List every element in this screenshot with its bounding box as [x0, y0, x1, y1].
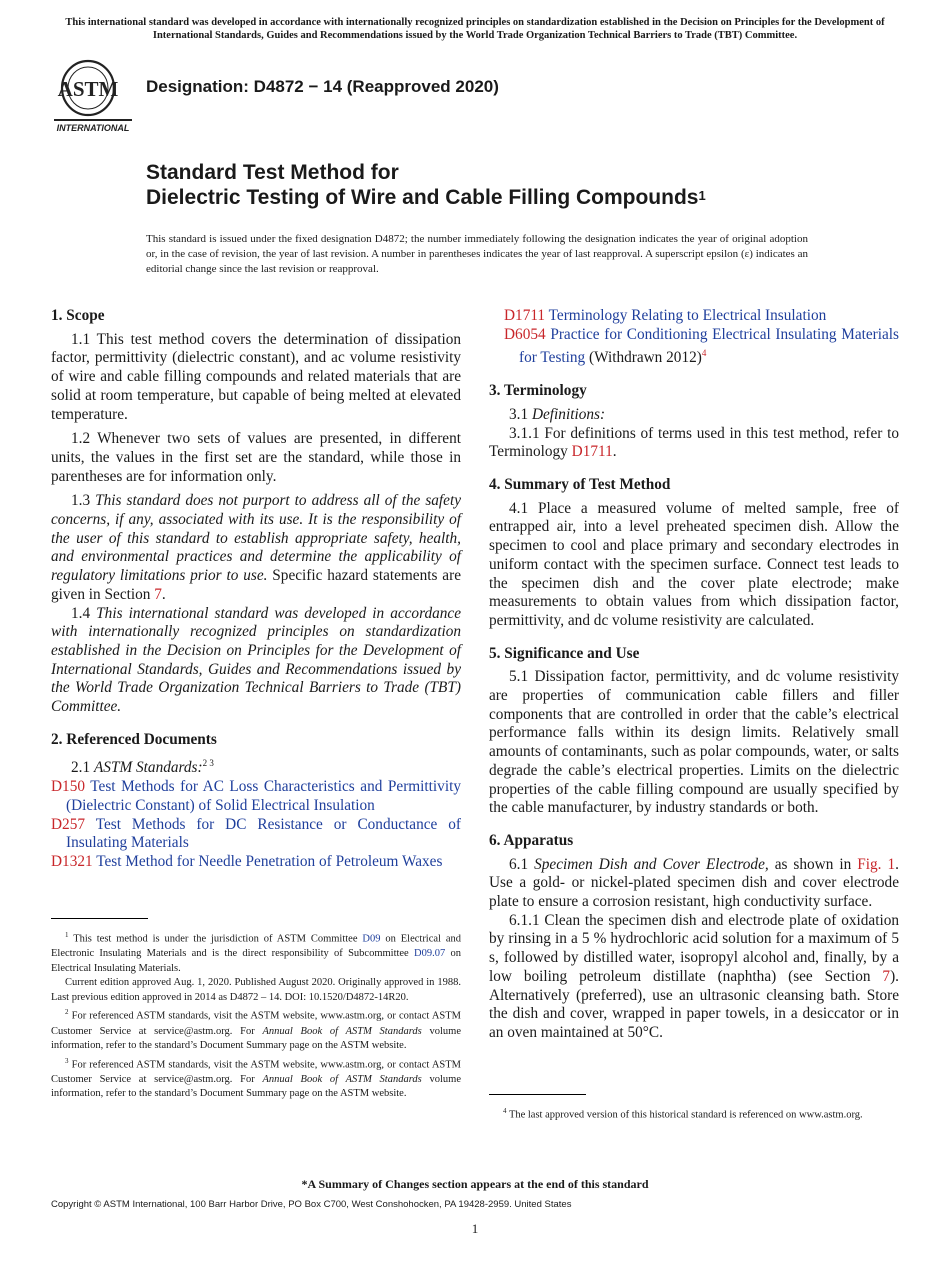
ref-item-d150[interactable]: D150 Test Methods for AC Loss Characteristics and Permittivity (Dielectric Constant) of Solid Electrical Insulation: [51, 778, 461, 814]
para-3-1-1: 3.1.1 For definitions of terms used in this test method, refer to Terminology D1711.: [489, 424, 899, 461]
footnote-1: $^1$ This test method is under the jurisdiction of ASTM Committee D09 on Electrical and Electronic Insulating Materials and is the direct responsibility of Subcommittee D09.07 on Electrical Insulating Materials.: [51, 931, 462, 974]
copyright: Copyright © ASTM International, 100 Barr Harbor Drive, PO Box C700, West Conshohocken, PA 19428-2959. United States: [51, 1199, 572, 1210]
ref-item-d1711[interactable]: D1711 Terminology Relating to Electrical Insulation: [504, 307, 827, 324]
section-heading-significance: 5. Significance and Use: [489, 644, 640, 662]
section-heading-scope: 1. Scope: [51, 307, 105, 324]
para-1-2: 1.2 Whenever two sets of values are presented, in different units, the values in the first set are the standard, while those in parentheses are for information only.: [51, 430, 461, 485]
ref-item-d1321[interactable]: D1321 Test Method for Needle Penetration of Petroleum Waxes: [51, 853, 443, 871]
para-6-1: 6.1 Specimen Dish and Cover Electrode, as shown in Fig. 1. Use a gold- or nickel-plated specimen dish and cover electrode plate to ensure a corrosion resistant, high conductivity surface.: [489, 855, 899, 911]
ref-item-d6054[interactable]: D6054 Practice for Conditioning Electrical Insulating Materials for Testing (Withdrawn 2012)$^4$: [504, 325, 899, 367]
para-5-1: 5.1 Dissipation factor, permittivity, and dc volume resistivity are properties of communication cable fillers and filler components that are controlled in order that the cable’s electrical performance falls within its design limits. Relatively small amounts of contaminants, such as polar compounds, water, or salts degrade the cable’s electrical properties. Limits on the dielectric properties of the cable filling compound are usually specified by the cable manufacturer, by industry standards or both.: [489, 668, 899, 817]
para-1-3: 1.3 This standard does not purport to address all of the safety concerns, if any, associated with its use. It is the responsibility of the user of this standard to establish appropriate safety, health, and environmental practices and determine the applicability of regulatory limitations prior to use. Specific hazard statements are given in Section 7.: [51, 492, 462, 603]
footnote-2: $^2$ For referenced ASTM standards, visit the ASTM website, www.astm.org, or contact ASTM Customer Service at service@astm.org. For Annual Book of ASTM Standards volume information, refer to the standard’s Document Summary page on the ASTM website.: [51, 1008, 462, 1052]
footnote-3: $^3$ For referenced ASTM standards, visit the ASTM website, www.astm.org, or contact ASTM Customer Service at service@astm.org. For Annual Book of ASTM Standards volume information, refer to the standard’s Document Summary page on the ASTM website.: [51, 1056, 462, 1100]
top-notice: This international standard was developed in accordance with internationally recognized principles on standardization established in the Decision on Principles for the Development of International Standards, Guides and Recommendations issued by the World Trade Organization Technical Barriers to Trade (TBT) Committee.: [65, 17, 885, 41]
d1711-link[interactable]: D1711: [571, 443, 613, 461]
issued-note: This standard is issued under the fixed designation D4872; the number immediately following the designation indicates the year of original adoption or, in the case of revision, the year of last revision. A number in parentheses indicates the year of last reapproval. A superscript epsilon (ε) indicates an editorial change since the last revision or reapproval.: [146, 233, 808, 275]
section-heading-summary: 4. Summary of Test Method: [489, 476, 671, 494]
para-3-1: 3.1 Definitions:: [509, 405, 606, 423]
footnote-1-edition: Current edition approved Aug. 1, 2020. Published August 2020. Originally approved in 1988. Last previous edition approved in 2014 as D4872 – 14. DOI: 10.1520/D4872-14R20.: [51, 977, 461, 1003]
para-6-1-1: 6.1.1 Clean the specimen dish and electrode plate of oxidation by rinsing in a 5 % hydrochloric acid solution for a maximum of 5 s, followed by distilled water, isopropyl alcohol and, finally, by a low boiling petroleum distillate (naphtha) (see Section 7). Alternatively (preferred), use an ultrasonic cleansing bath. Store the dish and cover, wrapped in paper towels, in a desiccator or in an oven maintained at 50°C.: [489, 911, 899, 1041]
right-column: [489, 307, 899, 1043]
footnote-4: $^4$ The last approved version of this historical standard is referenced on www.astm.org.: [503, 1107, 863, 1121]
para-1-1: 1.1 This test method covers the determination of dissipation factor, permittivity (dielectric constant), and ac volume resistivity of wire and cable filling compounds and related materials that are solid at room temperature, but capable of being melted at elevated temperature.: [51, 330, 461, 423]
section-7-link[interactable]: 7: [154, 585, 162, 603]
section-heading-refdocs: 2. Referenced Documents: [51, 730, 217, 748]
page-number: 1: [471, 1221, 479, 1236]
subcommittee-link[interactable]: D09.07: [414, 948, 446, 960]
footnotes-left: [51, 928, 461, 1102]
section-heading-terminology: 3. Terminology: [489, 382, 587, 400]
footnote-rule-left: [51, 918, 148, 919]
section-7-link-2[interactable]: 7: [882, 967, 891, 985]
para-1-4: 1.4 This international standard was developed in accordance with internationally recognized principles on standardization established in the Decision on Principles for the Development of International Standards, Guides and Recommendations issued by the World Trade Organization Technical Barriers to Trade (TBT) Committee.: [51, 604, 461, 716]
footnote-rule-right: [489, 1094, 586, 1095]
logo-letters: ASTM: [57, 77, 119, 101]
fig-1-link[interactable]: Fig. 1: [857, 855, 896, 873]
logo-word: INTERNATIONAL: [56, 123, 130, 133]
ref-item-d257[interactable]: D257 Test Methods for DC Resistance or Conductance of Insulating Materials: [51, 815, 461, 852]
designation: Designation: D4872 − 14 (Reapproved 2020): [146, 77, 499, 96]
title-line1: Standard Test Method for: [146, 161, 399, 184]
para-2-1: 2.1 ASTM Standards:$^{2 3}$: [71, 758, 214, 777]
committee-d09-link[interactable]: D09: [362, 933, 381, 945]
footnotes-right: [489, 1104, 899, 1123]
title-footnote-ref[interactable]: 1: [698, 188, 706, 203]
astm-logo: [52, 56, 136, 134]
title-line2: Dielectric Testing of Wire and Cable Filling Compounds$^1$: [146, 186, 706, 209]
summary-of-changes-note: *A Summary of Changes section appears at the end of this standard: [301, 1177, 649, 1191]
section-heading-apparatus: 6. Apparatus: [489, 831, 574, 849]
document-title: [146, 160, 706, 210]
para-4-1: 4.1 Place a measured volume of melted sample, free of entrapped air, into a level preheated specimen dish. Allow the specimen to cool and place primary and secondary electrodes in uniform contact with the specimen surface. Connect test leads to the specimen dish and the cover plate electrode; make measurements to obtain values from which dissipation factor, permittivity, and dc volume resistivity are calculated.: [489, 499, 899, 629]
left-column: [51, 307, 461, 872]
